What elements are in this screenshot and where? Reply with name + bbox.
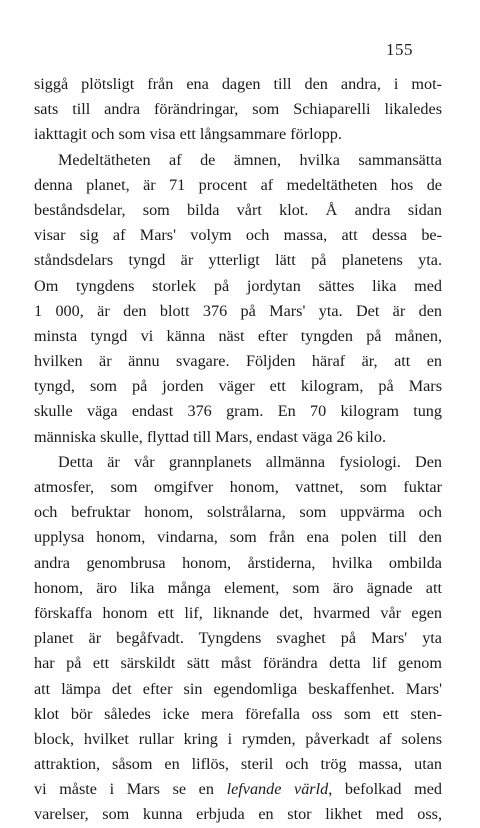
- text-line: andra genombrusa honom, årstiderna, hvilka ombilda: [34, 553, 442, 572]
- page-number: 155: [386, 40, 413, 59]
- text-line: varelser, som kunna erbjuda en stor likhet med oss,: [34, 805, 442, 824]
- text-line: förskaffa honom ett lif, liknande det, hvarmed vår egen: [34, 603, 442, 622]
- text-line: människa skulle, flyttad till Mars, endast väga 26 kilo.: [34, 427, 387, 446]
- text-line: och befruktar honom, solstrålarna, som uppvärma och: [34, 503, 442, 522]
- text-line: sats till andra förändringar, som Schiaparelli likaledes: [34, 100, 442, 119]
- text-line: siggå plötsligt från ena dagen till den andra, i mot-: [34, 75, 442, 93]
- text-line: Om tyngdens storlek på jordytan sättes lika med: [34, 276, 442, 295]
- text-line: hvilken är ännu svagare. Följden häraf är, att en: [34, 352, 442, 371]
- text-line: denna planet, är 71 procent af medeltätheten hos de: [34, 175, 442, 194]
- text-line: iakttagit och som visa ett långsammare förlopp.: [34, 125, 342, 144]
- body-text: [34, 72, 442, 828]
- text-segment: vi måste i Mars se en: [34, 780, 227, 799]
- text-line: skulle väga endast 376 gram. En 70 kilogram tung: [34, 402, 442, 421]
- text-line: att lämpa det efter sin egendomliga beskaffenhet. Mars': [34, 679, 442, 698]
- text-line: honom, äro lika många element, som äro ägnade att: [34, 578, 442, 597]
- text-line: beståndsdelar, som bilda vårt klot. Å andra sidan: [34, 200, 442, 219]
- text-line: klot bör således icke mera förefalla oss som ett sten-: [34, 704, 442, 723]
- text-line: block, hvilket rullar kring i rymden, påverkadt af solens: [34, 729, 442, 748]
- text-line: [34, 777, 442, 802]
- text-line: atmosfer, som omgifver honom, vattnet, som fuktar: [34, 478, 442, 496]
- text-line: 1 000, är den blott 376 på Mars' yta. Det är den: [34, 301, 442, 320]
- text-line: planet är begåfvadt. Tyngdens svaghet på Mars' yta: [34, 629, 442, 648]
- text-line: upplysa honom, vindarna, som från ena polen till den: [34, 528, 442, 547]
- text-line: visar sig af Mars' volym och massa, att dessa be-: [34, 226, 442, 245]
- text-line: ståndsdelars tyngd är ytterligt lätt på planetens yta.: [34, 251, 442, 270]
- text-segment: , befolkad med: [328, 780, 442, 799]
- text-line: Medeltätheten af de ämnen, hvilka sammansätta: [58, 150, 442, 169]
- text-line: minsta tyngd vi känna näst efter tyngden på månen,: [34, 326, 442, 345]
- italic-phrase: lefvande värld: [226, 780, 329, 799]
- text-line: tyngd, som på jorden väger ett kilogram, på Mars: [34, 377, 442, 396]
- text-line: attraktion, såsom en liflös, steril och trög massa, utan: [34, 755, 442, 774]
- text-line: har på ett särskildt sätt måst förändra detta lif genom: [34, 654, 442, 673]
- text-line: Detta är vår grannplanets allmänna fysiologi. Den: [58, 452, 442, 471]
